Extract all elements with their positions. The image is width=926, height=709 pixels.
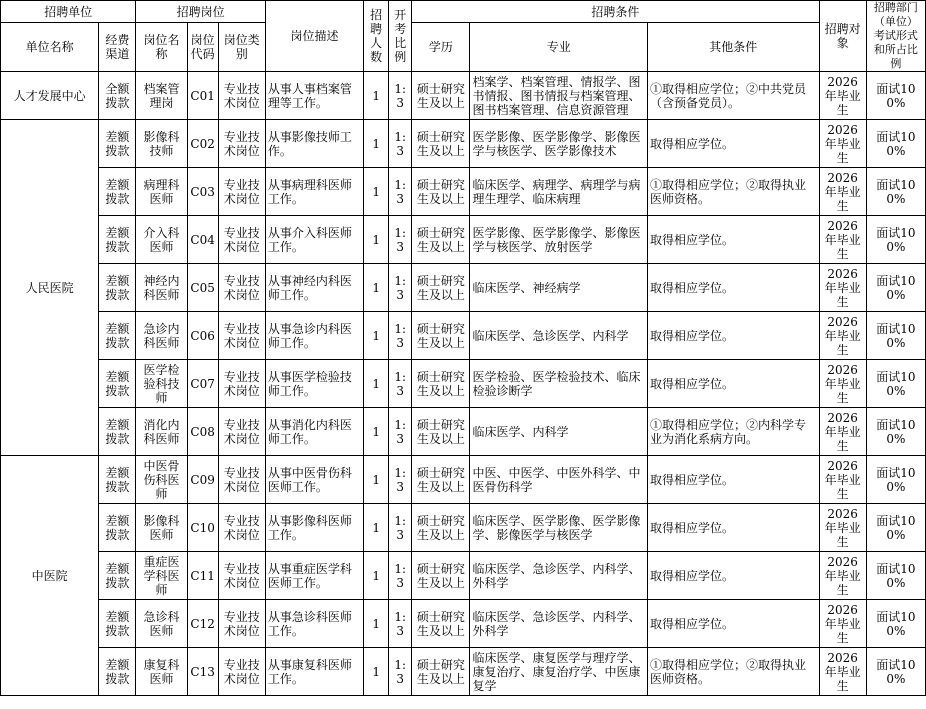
count-cell: 1 — [364, 504, 389, 552]
exam-cell: 面试100% — [866, 120, 925, 168]
ratio-cell: 1:3 — [389, 456, 412, 504]
post-name-cell: 影像科医师 — [136, 504, 187, 552]
target-cell: 2026年毕业生 — [819, 72, 866, 120]
post-desc-cell: 从事康复科医师工作。 — [265, 648, 363, 696]
ratio-cell: 1:3 — [389, 216, 412, 264]
post-desc-cell: 从事重症医学科医师工作。 — [265, 552, 363, 600]
post-type-cell: 专业技术岗位 — [218, 600, 265, 648]
post-type-cell: 专业技术岗位 — [218, 360, 265, 408]
post-code-cell: C08 — [187, 408, 218, 456]
table-row — [1, 408, 926, 456]
unit-name-cell: 中医院 — [1, 456, 99, 696]
other-cell: 取得相应学位。 — [648, 552, 820, 600]
table-row — [1, 216, 926, 264]
header-exam: 招聘部门（单位）考试形式和所占比例 — [866, 1, 925, 72]
count-cell: 1 — [364, 456, 389, 504]
target-cell: 2026年毕业生 — [819, 456, 866, 504]
post-code-cell: C10 — [187, 504, 218, 552]
post-code-cell: C11 — [187, 552, 218, 600]
target-cell: 2026年毕业生 — [819, 216, 866, 264]
post-code-cell: C04 — [187, 216, 218, 264]
edu-cell: 硕士研究生及以上 — [412, 600, 470, 648]
edu-cell: 硕士研究生及以上 — [412, 264, 470, 312]
post-code-cell: C05 — [187, 264, 218, 312]
ratio-cell: 1:3 — [389, 168, 412, 216]
count-cell: 1 — [364, 648, 389, 696]
post-name-cell: 医学检验科技师 — [136, 360, 187, 408]
edu-cell: 硕士研究生及以上 — [412, 360, 470, 408]
count-cell: 1 — [364, 408, 389, 456]
major-cell: 临床医学、病理学、病理学与病理生理学、临床病理 — [470, 168, 648, 216]
exam-cell: 面试100% — [866, 360, 925, 408]
header-count: 招聘人数 — [364, 1, 389, 72]
count-cell: 1 — [364, 312, 389, 360]
ratio-cell: 1:3 — [389, 552, 412, 600]
target-cell: 2026年毕业生 — [819, 168, 866, 216]
major-cell: 临床医学、急诊医学、内科学、外科学 — [470, 600, 648, 648]
major-cell: 医学影像、医学影像学、影像医学与核医学、放射医学 — [470, 216, 648, 264]
target-cell: 2026年毕业生 — [819, 408, 866, 456]
major-cell: 中医、中医学、中医外科学、中医骨伤科学 — [470, 456, 648, 504]
other-cell: ①取得相应学位；②中共党员（含预备党员）。 — [648, 72, 820, 120]
edu-cell: 硕士研究生及以上 — [412, 408, 470, 456]
target-cell: 2026年毕业生 — [819, 600, 866, 648]
exam-cell: 面试100% — [866, 648, 925, 696]
ratio-cell: 1:3 — [389, 504, 412, 552]
post-code-cell: C07 — [187, 360, 218, 408]
other-cell: 取得相应学位。 — [648, 264, 820, 312]
fund-cell: 差额拨款 — [99, 504, 136, 552]
table-row — [1, 552, 926, 600]
post-type-cell: 专业技术岗位 — [218, 504, 265, 552]
major-cell: 临床医学、神经病学 — [470, 264, 648, 312]
count-cell: 1 — [364, 264, 389, 312]
post-desc-cell: 从事介入科医师工作。 — [265, 216, 363, 264]
fund-cell: 差额拨款 — [99, 456, 136, 504]
ratio-cell: 1:3 — [389, 264, 412, 312]
post-code-cell: C13 — [187, 648, 218, 696]
fund-cell: 差额拨款 — [99, 552, 136, 600]
post-type-cell: 专业技术岗位 — [218, 648, 265, 696]
edu-cell: 硕士研究生及以上 — [412, 168, 470, 216]
exam-cell: 面试100% — [866, 168, 925, 216]
post-code-cell: C12 — [187, 600, 218, 648]
post-name-cell: 介入科医师 — [136, 216, 187, 264]
post-type-cell: 专业技术岗位 — [218, 72, 265, 120]
target-cell: 2026年毕业生 — [819, 504, 866, 552]
post-type-cell: 专业技术岗位 — [218, 552, 265, 600]
header-edu: 学历 — [412, 23, 470, 72]
count-cell: 1 — [364, 216, 389, 264]
other-cell: 取得相应学位。 — [648, 216, 820, 264]
header-post-name: 岗位名称 — [136, 23, 187, 72]
post-type-cell: 专业技术岗位 — [218, 120, 265, 168]
other-cell: ①取得相应学位；②内科学专业为消化系病方向。 — [648, 408, 820, 456]
post-code-cell: C03 — [187, 168, 218, 216]
count-cell: 1 — [364, 600, 389, 648]
major-cell: 临床医学、康复医学与理疗学、康复治疗、康复治疗学、中医康复学 — [470, 648, 648, 696]
header-post-group: 招聘岗位 — [136, 1, 265, 23]
other-cell: ①取得相应学位；②取得执业医师资格。 — [648, 168, 820, 216]
post-desc-cell: 从事病理科医师工作。 — [265, 168, 363, 216]
post-desc-cell: 从事消化内科医师工作。 — [265, 408, 363, 456]
post-name-cell: 康复科医师 — [136, 648, 187, 696]
header-fund: 经费渠道 — [99, 23, 136, 72]
target-cell: 2026年毕业生 — [819, 120, 866, 168]
post-type-cell: 专业技术岗位 — [218, 408, 265, 456]
other-cell: 取得相应学位。 — [648, 120, 820, 168]
post-type-cell: 专业技术岗位 — [218, 456, 265, 504]
post-desc-cell: 从事神经内科医师工作。 — [265, 264, 363, 312]
edu-cell: 硕士研究生及以上 — [412, 216, 470, 264]
ratio-cell: 1:3 — [389, 408, 412, 456]
post-type-cell: 专业技术岗位 — [218, 312, 265, 360]
ratio-cell: 1:3 — [389, 600, 412, 648]
table-row — [1, 504, 926, 552]
major-cell: 临床医学、急诊医学、内科学 — [470, 312, 648, 360]
post-name-cell: 病理科医师 — [136, 168, 187, 216]
exam-cell: 面试100% — [866, 216, 925, 264]
post-name-cell: 档案管理岗 — [136, 72, 187, 120]
post-desc-cell: 从事医学检验技师工作。 — [265, 360, 363, 408]
other-cell: 取得相应学位。 — [648, 456, 820, 504]
count-cell: 1 — [364, 360, 389, 408]
fund-cell: 差额拨款 — [99, 168, 136, 216]
table-row — [1, 648, 926, 696]
edu-cell: 硕士研究生及以上 — [412, 648, 470, 696]
major-cell: 医学影像、医学影像学、影像医学与核医学、医学影像技术 — [470, 120, 648, 168]
header-major: 专业 — [470, 23, 648, 72]
table-body — [1, 72, 926, 696]
exam-cell: 面试100% — [866, 312, 925, 360]
header-unit-name: 单位名称 — [1, 23, 99, 72]
post-type-cell: 专业技术岗位 — [218, 168, 265, 216]
post-code-cell: C09 — [187, 456, 218, 504]
count-cell: 1 — [364, 552, 389, 600]
count-cell: 1 — [364, 72, 389, 120]
exam-cell: 面试100% — [866, 456, 925, 504]
post-code-cell: C02 — [187, 120, 218, 168]
fund-cell: 全额拨款 — [99, 72, 136, 120]
major-cell: 临床医学、急诊医学、内科学、外科学 — [470, 552, 648, 600]
exam-cell: 面试100% — [866, 72, 925, 120]
edu-cell: 硕士研究生及以上 — [412, 504, 470, 552]
exam-cell: 面试100% — [866, 552, 925, 600]
header-other: 其他条件 — [648, 23, 820, 72]
count-cell: 1 — [364, 120, 389, 168]
table-row — [1, 120, 926, 168]
table-row — [1, 72, 926, 120]
table-row — [1, 360, 926, 408]
other-cell: 取得相应学位。 — [648, 312, 820, 360]
ratio-cell: 1:3 — [389, 120, 412, 168]
post-code-cell: C01 — [187, 72, 218, 120]
exam-cell: 面试100% — [866, 504, 925, 552]
edu-cell: 硕士研究生及以上 — [412, 552, 470, 600]
post-type-cell: 专业技术岗位 — [218, 264, 265, 312]
table-row — [1, 264, 926, 312]
fund-cell: 差额拨款 — [99, 312, 136, 360]
post-name-cell: 急诊内科医师 — [136, 312, 187, 360]
count-cell: 1 — [364, 168, 389, 216]
target-cell: 2026年毕业生 — [819, 648, 866, 696]
header-ratio: 开考比例 — [389, 1, 412, 72]
table-row — [1, 456, 926, 504]
post-desc-cell: 从事急诊内科医师工作。 — [265, 312, 363, 360]
table-row — [1, 312, 926, 360]
post-desc-cell: 从事影像科医师工作。 — [265, 504, 363, 552]
fund-cell: 差额拨款 — [99, 360, 136, 408]
edu-cell: 硕士研究生及以上 — [412, 72, 470, 120]
ratio-cell: 1:3 — [389, 360, 412, 408]
fund-cell: 差额拨款 — [99, 120, 136, 168]
table-row — [1, 168, 926, 216]
header-post-desc: 岗位描述 — [265, 1, 363, 72]
major-cell: 临床医学、医学影像、医学影像学、影像医学与核医学 — [470, 504, 648, 552]
other-cell: 取得相应学位。 — [648, 504, 820, 552]
ratio-cell: 1:3 — [389, 72, 412, 120]
post-desc-cell: 从事人事档案管理等工作。 — [265, 72, 363, 120]
fund-cell: 差额拨款 — [99, 600, 136, 648]
header-unit-group: 招聘单位 — [1, 1, 136, 23]
post-name-cell: 消化内科医师 — [136, 408, 187, 456]
target-cell: 2026年毕业生 — [819, 360, 866, 408]
unit-name-cell: 人才发展中心 — [1, 72, 99, 120]
other-cell: 取得相应学位。 — [648, 360, 820, 408]
post-name-cell: 影像科技师 — [136, 120, 187, 168]
header-post-code: 岗位代码 — [187, 23, 218, 72]
post-name-cell: 神经内科医师 — [136, 264, 187, 312]
major-cell: 医学检验、医学检验技术、临床检验诊断学 — [470, 360, 648, 408]
post-name-cell: 重症医学科医师 — [136, 552, 187, 600]
other-cell: 取得相应学位。 — [648, 600, 820, 648]
unit-name-cell: 人民医院 — [1, 120, 99, 456]
exam-cell: 面试100% — [866, 264, 925, 312]
target-cell: 2026年毕业生 — [819, 552, 866, 600]
post-type-cell: 专业技术岗位 — [218, 216, 265, 264]
fund-cell: 差额拨款 — [99, 216, 136, 264]
edu-cell: 硕士研究生及以上 — [412, 120, 470, 168]
header-post-type: 岗位类别 — [218, 23, 265, 72]
target-cell: 2026年毕业生 — [819, 264, 866, 312]
exam-cell: 面试100% — [866, 408, 925, 456]
edu-cell: 硕士研究生及以上 — [412, 456, 470, 504]
header-cond-group: 招聘条件 — [412, 1, 819, 23]
post-name-cell: 中医骨伤科医师 — [136, 456, 187, 504]
post-name-cell: 急诊科医师 — [136, 600, 187, 648]
fund-cell: 差额拨款 — [99, 648, 136, 696]
ratio-cell: 1:3 — [389, 648, 412, 696]
exam-cell: 面试100% — [866, 600, 925, 648]
major-cell: 临床医学、内科学 — [470, 408, 648, 456]
post-desc-cell: 从事中医骨伤科医师工作。 — [265, 456, 363, 504]
major-cell: 档案学、档案管理、情报学、图书情报、图书情报与档案管理、图书档案管理、信息资源管理 — [470, 72, 648, 120]
table-row — [1, 600, 926, 648]
post-code-cell: C06 — [187, 312, 218, 360]
post-desc-cell: 从事影像技师工作。 — [265, 120, 363, 168]
fund-cell: 差额拨款 — [99, 264, 136, 312]
ratio-cell: 1:3 — [389, 312, 412, 360]
post-desc-cell: 从事急诊科医师工作。 — [265, 600, 363, 648]
fund-cell: 差额拨款 — [99, 408, 136, 456]
edu-cell: 硕士研究生及以上 — [412, 312, 470, 360]
header-target: 招聘对象 — [819, 1, 866, 72]
target-cell: 2026年毕业生 — [819, 312, 866, 360]
other-cell: ①取得相应学位；②取得执业医师资格。 — [648, 648, 820, 696]
